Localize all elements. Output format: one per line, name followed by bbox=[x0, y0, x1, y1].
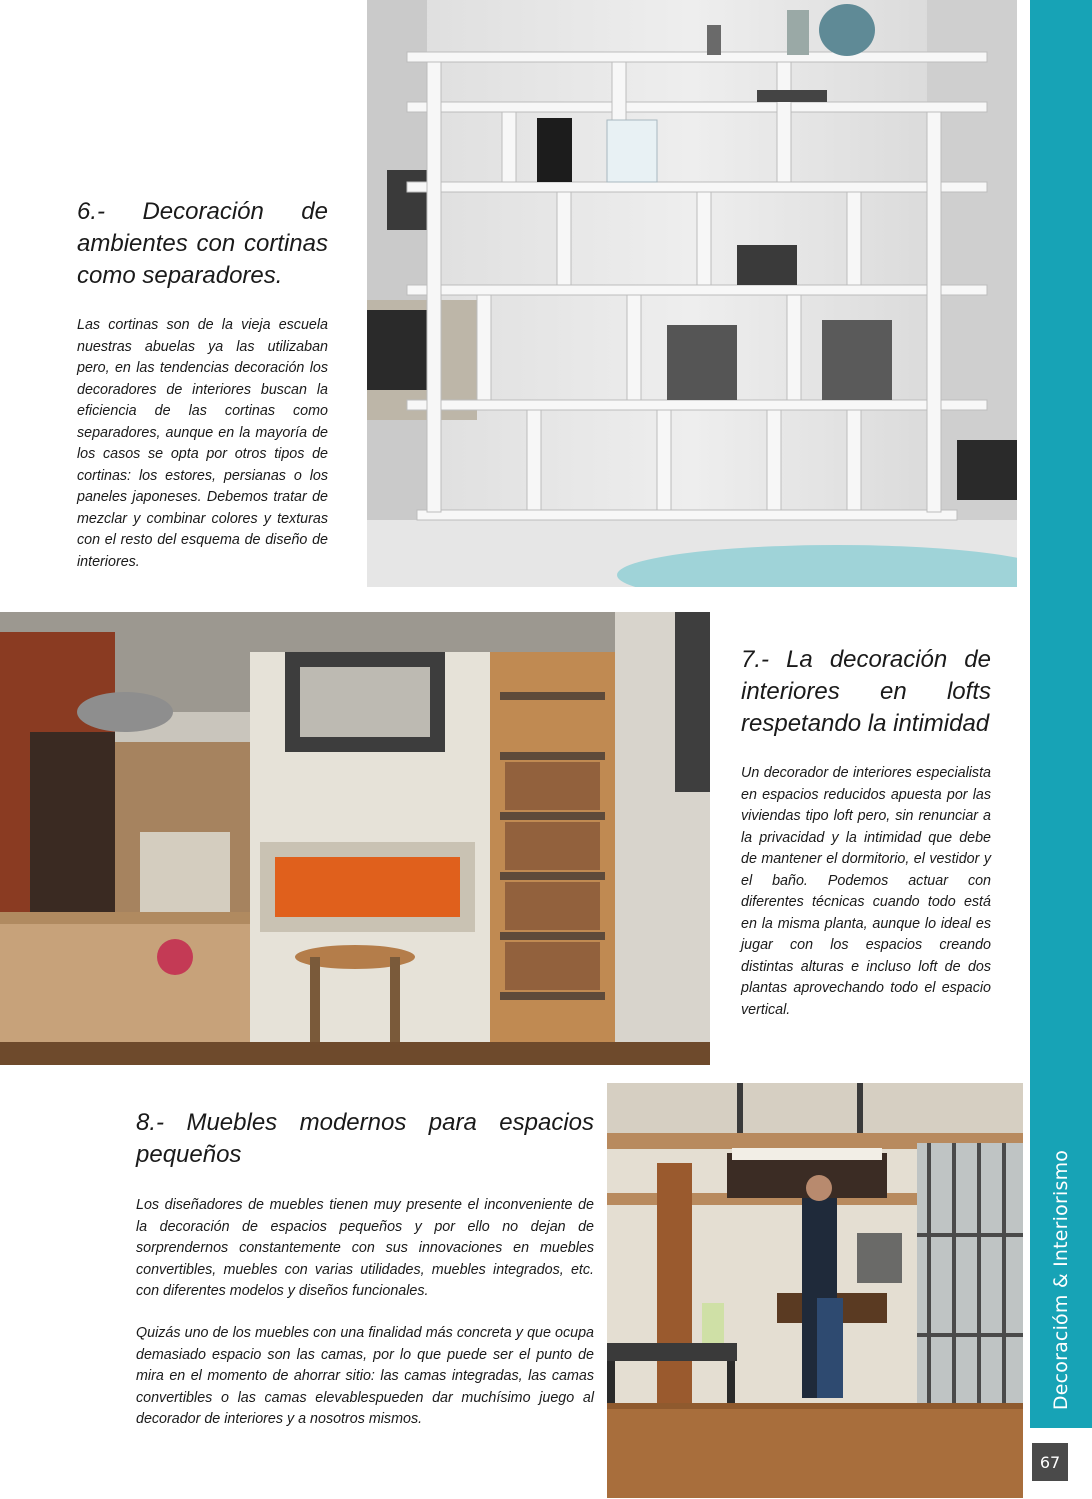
section-8-heading: 8.- Muebles modernos para espacios pequeños bbox=[136, 1109, 594, 1168]
shelving-unit-photo bbox=[367, 0, 1017, 587]
sidebar-label-text: Decoraciόm & Interiorismo bbox=[1050, 1149, 1073, 1411]
section-8-body-2: Quizás uno de los muebles con una finalidad más concreta y que ocupa demasiado espacio son las camas, por lo que puede ser el punto de mira en el momento de ahorrar sitio: las camas integradas, las camas convertibles o las camas elevablespueden dar muchísimo juego al decorador de interiores y a nosotros mismos. bbox=[136, 1325, 594, 1427]
loft-interior-photo bbox=[0, 612, 710, 1065]
section-8-body-1: Los diseñadores de muebles tienen muy presente el inconveniente de la decoración de espacios pequeños y por ello no dejan de sorprendernos constantemente con sus innovaciones en muebles convertibles, muebles con varias utilidades, muebles integrados, etc. con diferentes modelos y diseños funcionales. bbox=[136, 1197, 594, 1299]
sidebar-label bbox=[1031, 1150, 1091, 1410]
section-7-heading: 7.- La decoración de interiores en lofts respetando la intimidad bbox=[741, 646, 991, 737]
elevated-bed-photo bbox=[607, 1083, 1023, 1498]
section-6-heading: 6.- Decoración de ambientes con cortinas como separadores. bbox=[77, 198, 328, 289]
section-6-body: Las cortinas son de la vieja escuela nuestras abuelas ya las utilizaban pero, en las tendencias decoración los decoradores de interiores buscan la eficiencia de las cortinas como separadores, aunque en la mayoría de los casos se opta por otros tipos de cortinas: los estores, persianas o los paneles japoneses. Debemos tratar de mezclar y combinar colores y texturas con el resto del esquema de diseño de interiores. bbox=[77, 317, 328, 570]
section-7-body: Un decorador de interiores especialista en espacios reducidos apuesta por las viviendas tipo loft pero, sin renunciar a la privacidad y la intimidad que debe de mantener el dormitorio, el vestidor y el baño. Podemos actuar con diferentes técnicas cuando todo está en la misma planta, aunque lo ideal es jugar con los espacios creando distintas alturas e incluso loft de dos plantas aprovechando todo el espacio vertical. bbox=[741, 765, 991, 1018]
page-number: 67 bbox=[1032, 1443, 1068, 1481]
